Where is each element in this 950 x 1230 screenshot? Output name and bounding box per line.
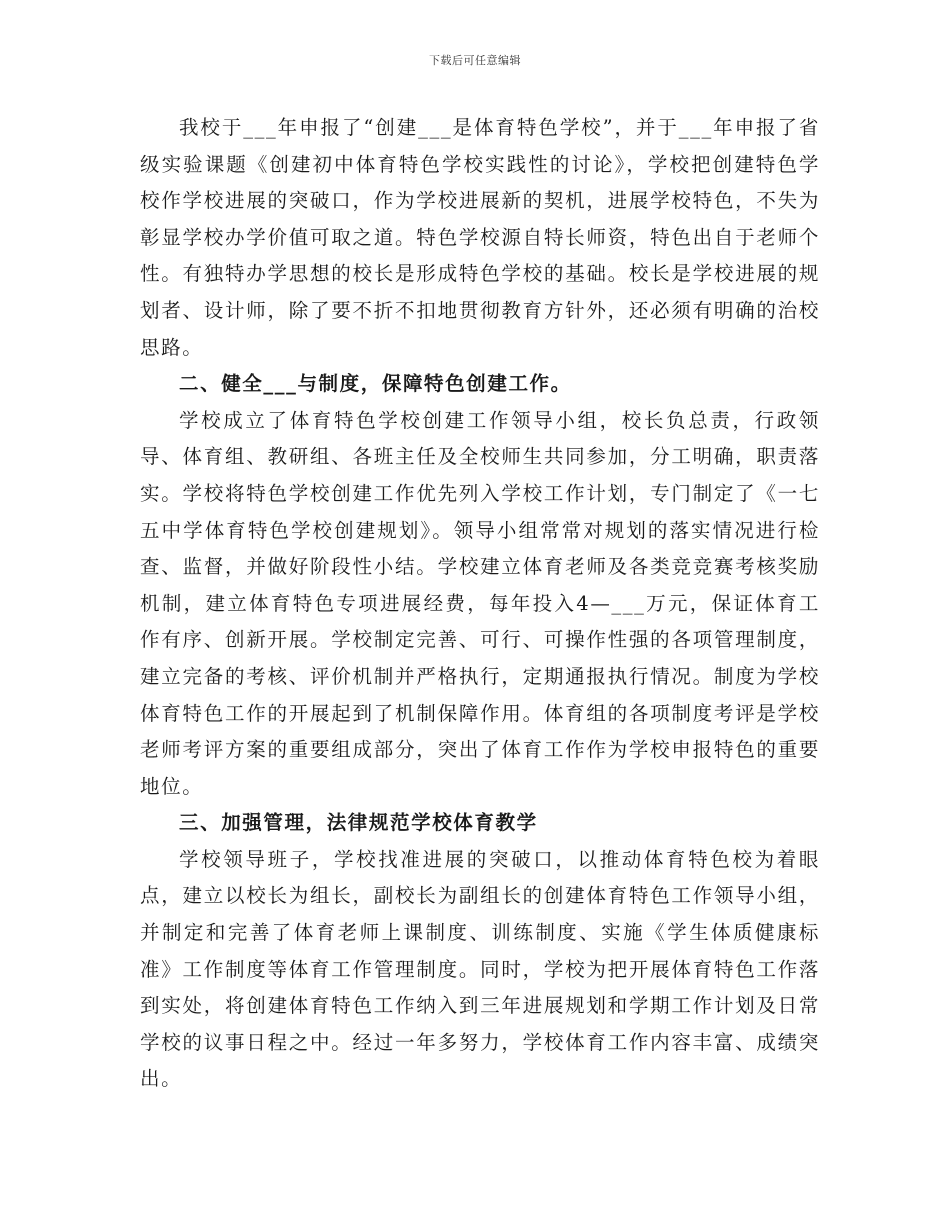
document-body — [140, 110, 820, 1098]
paragraph-intro: 我校于___年申报了“创建___是体育特色学校”，并于___年申报了省级实验课题《创建初中体育特色学校实践性的讨论》，学校把创建特色学校作学校进展的突破口，作为学校进展新的契机，进展学校特色，不失为彰显学校办学价值可取之道。特色学校源自特长师资，特色出自于老师个性。有独特办学思想的校长是形成特色学校的基础。校长是学校进展的规划者、设计师，除了要不折不扣地贯彻教育方针外，还必须有明确的治校思路。 — [140, 116, 820, 359]
paragraph-section-2: 学校成立了体育特色学校创建工作领导小组，校长负总责，行政领导、体育组、教研组、各班主任及全校师生共同参加，分工明确，职责落实。学校将特色学校创建工作优先列入学校工作计划，专门制定了《一七五中学体育特色学校创建规划》。领导小组常常对规划的落实情况进行检查、监督，并做好阶段性小结。学校建立体育老师及各类竞竞赛考核奖励机制，建立体育特色专项进展经费，每年投入4—___万元，保证体育工作有序、创新开展。学校制定完善、可行、可操作性强的各项管理制度，建立完备的考核、评价机制并严格执行，定期通报执行情况。制度为学校体育特色工作的开展起到了机制保障作用。体育组的各项制度考评是学校老师考评方案的重要组成部分，突出了体育工作作为学校申报特色的重要地位。 — [140, 408, 820, 798]
section-heading-2: 二、健全___与制度，保障特色创建工作。 — [179, 372, 572, 396]
paragraph-section-3: 学校领导班子，学校找准进展的突破口，以推动体育特色校为着眼点，建立以校长为组长，副校长为副组长的创建体育特色工作领导小组，并制定和完善了体育老师上课制度、训练制度、实施《学生体质健康标准》工作制度等体育工作管理制度。同时，学校为把开展体育特色工作落到实处，将创建体育特色工作纳入到三年进展规划和学期工作计划及日常学校的议事日程之中。经过一年多努力，学校体育工作内容丰富、成绩突出。 — [140, 847, 820, 1091]
section-heading-3: 三、加强管理，法律规范学校体育教学 — [179, 811, 538, 835]
page-header: 下载后可任意编辑 — [429, 54, 521, 67]
